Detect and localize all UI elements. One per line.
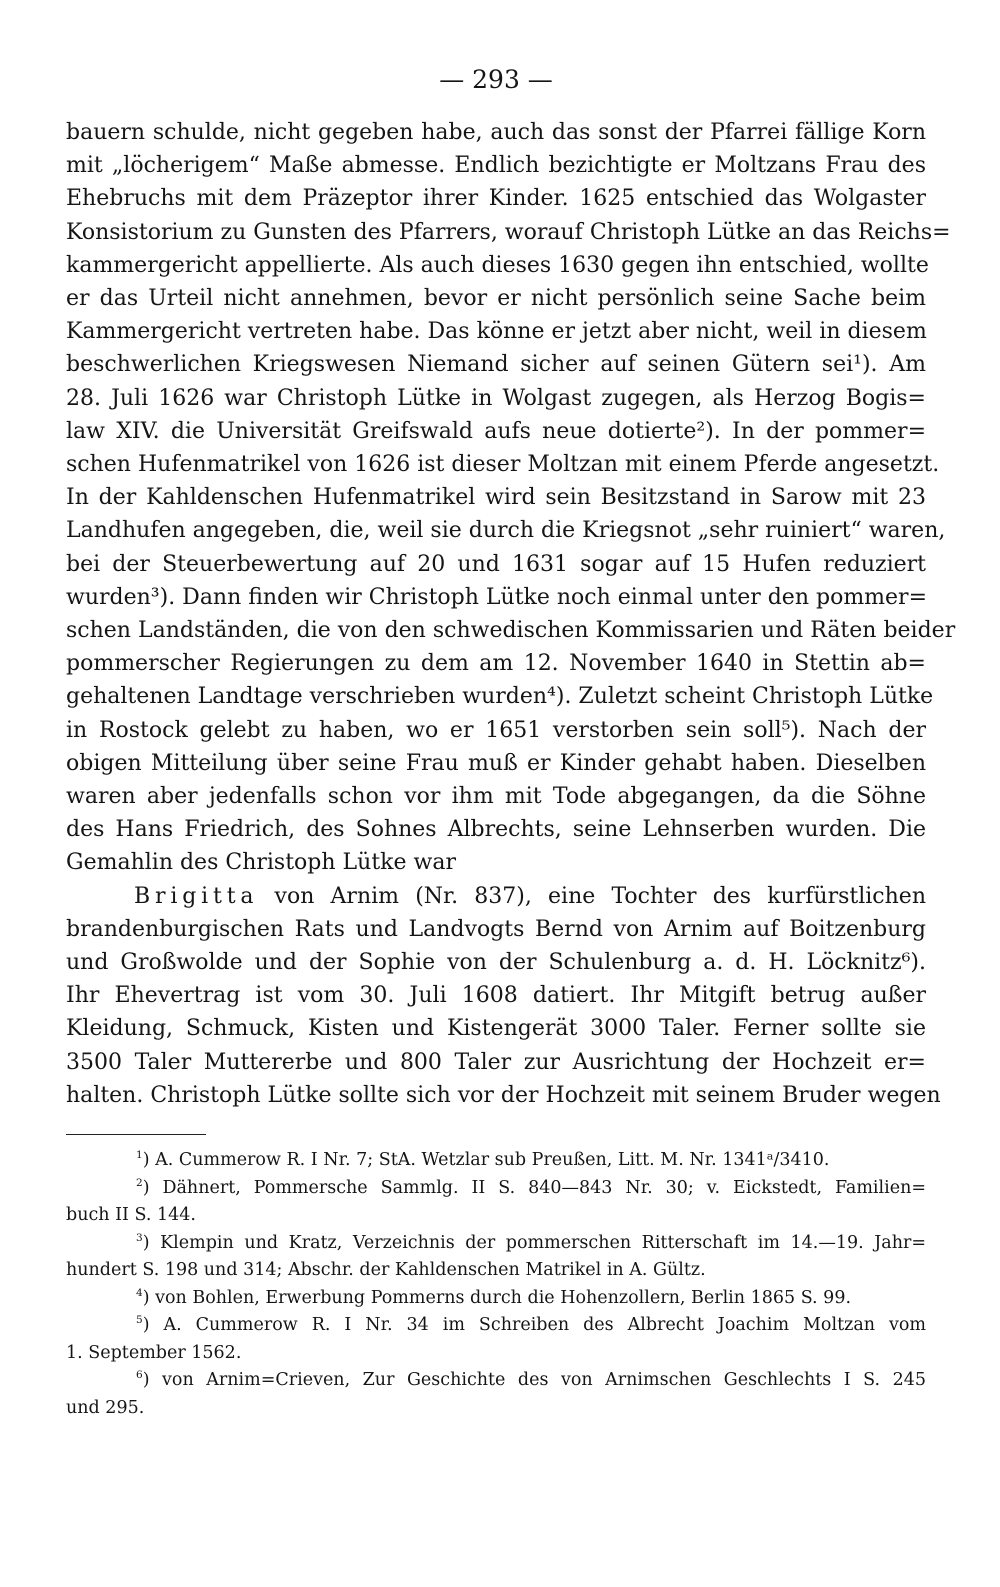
- footnote-2: $^2$) Dähnert, Pommersche Sammlg. II S. 840—843 Nr. 30; v. Eickstedt, Familien=: [136, 1176, 927, 1198]
- text-line: des Hans Friedrich, des Sohnes Albrechts, seine Lehnserben wurden. Die: [66, 817, 926, 843]
- text-line: brandenburgischen Rats und Landvogts Bernd von Arnim auf Boitzenburg: [66, 916, 926, 942]
- footnote-3-cont: hundert S. 198 und 314; Abschr. der Kahldenschen Matrikel in A. Gültz.: [66, 1260, 706, 1281]
- footnote-mark: 6: [136, 1369, 143, 1382]
- footnote-text: A. Cummerow R. I Nr. 7; StA. Wetzlar sub Preußen, Litt. M. Nr. 1341ᵃ/3410.: [155, 1150, 830, 1171]
- text-line: 28. Juli 1626 war Christoph Lütke in Wolgast zugegen, als Herzog Bogis=: [66, 385, 926, 411]
- text-line: wurden³). Dann finden wir Christoph Lütke noch einmal unter den pommer=: [66, 584, 928, 610]
- footnote-text: von Arnim=Crieven, Zur Geschichte des von Arnimschen Geschlechts I S. 245: [162, 1370, 926, 1391]
- text-line: mit „löcherigem“ Maße abmesse. Endlich bezichtigte er Moltzans Frau des: [66, 153, 926, 179]
- footnote-mark: 3: [136, 1231, 143, 1244]
- person-name: Brigitta: [134, 883, 259, 909]
- text-line: beschwerlichen Kriegswesen Niemand sicher auf seinen Gütern sei¹). Am: [66, 352, 926, 378]
- text-line: Ehebruchs mit dem Präzeptor ihrer Kinder. 1625 entschied das Wolgaster: [66, 186, 926, 212]
- footnote-mark: 2: [136, 1176, 143, 1189]
- footnote-text: A. Cummerow R. I Nr. 34 im Schreiben des Albrecht Joachim Moltzan vom: [163, 1315, 926, 1336]
- page-number: — 293 —: [439, 65, 553, 94]
- footnotes: [66, 1147, 926, 1422]
- text-line: Landhufen angegeben, die, weil sie durch die Kriegsnot „sehr ruiniert“ waren,: [66, 518, 946, 544]
- text-line: Gemahlin des Christoph Lütke war: [66, 850, 456, 876]
- text-line: bauern schulde, nicht gegeben habe, auch das sonst der Pfarrei fällige Korn: [66, 120, 926, 145]
- document-page: [66, 60, 956, 1422]
- main-text: [66, 116, 956, 1112]
- footnote-3: $^3$) Klempin und Kratz, Verzeichnis der pommerschen Ritterschaft im 14.—19. Jahr=: [136, 1231, 926, 1253]
- text-line: schen Hufenmatrikel von 1626 ist dieser Moltzan mit einem Pferde angesetzt.: [66, 452, 940, 478]
- footnote-text: von Bohlen, Erwerbung Pommerns durch die Hohenzollern, Berlin 1865 S. 99.: [155, 1287, 852, 1308]
- text-line: Kammergericht vertreten habe. Das könne er jetzt aber nicht, weil in diesem: [66, 319, 927, 345]
- footnote-6: $^6$) von Arnim=Crieven, Zur Geschichte des von Arnimschen Geschlechts I S. 245: [136, 1369, 926, 1391]
- footnote-2-cont: buch II S. 144.: [66, 1205, 196, 1226]
- footnote-text: Dähnert, Pommersche Sammlg. II S. 840—843 Nr. 30; v. Eickstedt, Familien=: [162, 1177, 927, 1198]
- text-line: 3500 Taler Muttererbe und 800 Taler zur Ausrichtung der Hochzeit er=: [66, 1049, 926, 1075]
- text-line: er das Urteil nicht annehmen, bevor er nicht persönlich seine Sache beim: [66, 286, 926, 312]
- text-line: law XIV. die Universität Greifswald aufs neue dotierte²). In der pommer=: [66, 418, 926, 444]
- footnote-4: $^4$) von Bohlen, Erwerbung Pommerns durch die Hohenzollern, Berlin 1865 S. 99.: [136, 1286, 852, 1308]
- text-line: In der Kahldenschen Hufenmatrikel wird sein Besitzstand in Sarow mit 23: [66, 485, 926, 511]
- text-line: und Großwolde und der Sophie von der Schulenburg a. d. H. Löcknitz⁶).: [66, 950, 926, 976]
- text-line: bei der Steuerbewertung auf 20 und 1631 sogar auf 15 Hufen reduziert: [66, 551, 926, 577]
- text-line: gehaltenen Landtage verschrieben wurden⁴). Zuletzt scheint Christoph Lütke: [66, 684, 934, 710]
- footnote-mark: 1: [136, 1149, 143, 1162]
- text-line: Kleidung, Schmuck, Kisten und Kistengerät 3000 Taler. Ferner sollte sie: [66, 1016, 926, 1042]
- person-entry-text: von Arnim (Nr. 837), eine Tochter des kurfürstlichen: [258, 883, 926, 909]
- footnote-5: $^5$) A. Cummerow R. I Nr. 34 im Schreiben des Albrecht Joachim Moltzan vom: [136, 1314, 926, 1336]
- text-line: Ihr Ehevertrag ist vom 30. Juli 1608 datiert. Ihr Mitgift betrug außer: [66, 983, 926, 1009]
- text-line: kammergericht appellierte. Als auch dieses 1630 gegen ihn entschied, wollte: [66, 252, 929, 278]
- footnote-5-cont: 1. September 1562.: [66, 1342, 242, 1363]
- text-line: waren aber jedenfalls schon vor ihm mit Tode abgegangen, da die Söhne: [66, 784, 926, 810]
- footnote-mark: 4: [136, 1286, 143, 1299]
- text-line: schen Landständen, die von den schwedischen Kommissarien und Räten beider: [66, 618, 956, 644]
- footnote-divider: [66, 1134, 206, 1135]
- person-entry-line: [66, 880, 926, 913]
- text-line: pommerscher Regierungen zu dem am 12. November 1640 in Stettin ab=: [66, 651, 926, 677]
- text-line: in Rostock gelebt zu haben, wo er 1651 verstorben sein soll⁵). Nach der: [66, 717, 926, 743]
- footnote-6-cont: und 295.: [66, 1397, 145, 1418]
- footnote-mark: 5: [136, 1314, 143, 1327]
- text-line: obigen Mitteilung über seine Frau muß er Kinder gehabt haben. Dieselben: [66, 750, 926, 776]
- footnote-text: Klempin und Kratz, Verzeichnis der pommerschen Ritterschaft im 14.—19. Jahr=: [160, 1232, 926, 1253]
- footnote-1: $^1$) A. Cummerow R. I Nr. 7; StA. Wetzlar sub Preußen, Litt. M. Nr. 1341ᵃ/3410.: [136, 1149, 830, 1171]
- text-line: halten. Christoph Lütke sollte sich vor der Hochzeit mit seinem Bruder wegen: [66, 1082, 941, 1108]
- text-line: Konsistorium zu Gunsten des Pfarrers, worauf Christoph Lütke an das Reichs=: [66, 219, 951, 245]
